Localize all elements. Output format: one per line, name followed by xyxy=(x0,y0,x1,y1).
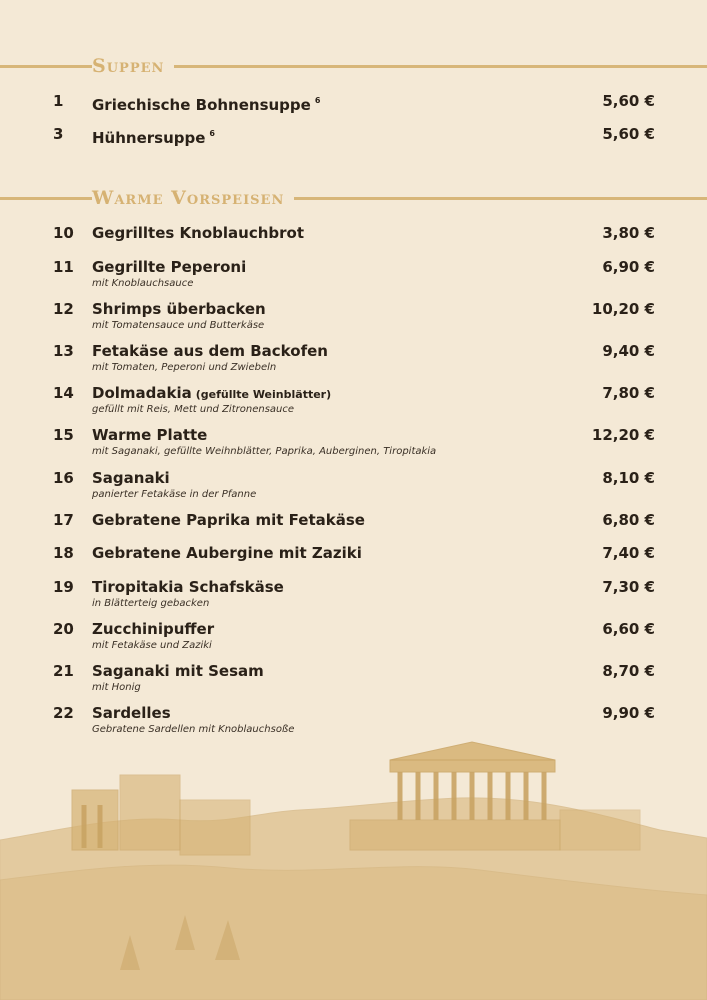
item-name: Gebratene Paprika mit Fetakäse xyxy=(92,511,365,529)
item-description: mit Tomatensauce und Butterkäse xyxy=(92,320,265,331)
item-name: Griechische Bohnensuppe xyxy=(92,96,311,114)
item-number: 18 xyxy=(53,544,74,562)
item-number: 22 xyxy=(53,704,74,722)
item-number: 10 xyxy=(53,224,74,242)
item-name: Saganaki xyxy=(92,469,170,487)
acropolis-illustration xyxy=(0,720,707,1000)
item-price: 8,70 € xyxy=(602,662,655,680)
item-name: Shrimps überbacken xyxy=(92,300,266,318)
item-number: 12 xyxy=(53,300,74,318)
item-number: 16 xyxy=(53,469,74,487)
item-name: Fetakäse aus dem Backofen xyxy=(92,342,328,360)
item-name: Tiropitakia Schafskäse xyxy=(92,578,284,596)
item-name: Zucchinipuffer xyxy=(92,620,215,638)
item-name: Gegrillte Peperoni xyxy=(92,258,247,276)
item-name: Sardelles xyxy=(92,704,171,722)
item-description: gefüllt mit Reis, Mett und Zitronensauce xyxy=(92,404,295,415)
allergen-footnote: 6 xyxy=(209,129,215,138)
item-number: 14 xyxy=(53,384,74,402)
item-price: 9,90 € xyxy=(602,704,655,722)
item-number: 21 xyxy=(53,662,74,680)
item-number: 17 xyxy=(53,511,74,529)
item-description: mit Saganaki, gefüllte Weihnblätter, Paprika, Auberginen, Tiropitakia xyxy=(92,446,437,457)
item-price: 8,10 € xyxy=(602,469,655,487)
item-name-wrap xyxy=(92,91,320,115)
item-description: mit Knoblauchsauce xyxy=(92,278,194,289)
section-header-warme-vorspeisen xyxy=(0,187,707,211)
item-price: 7,80 € xyxy=(602,384,655,402)
item-price: 6,80 € xyxy=(602,511,655,529)
allergen-footnote: 6 xyxy=(314,96,321,105)
section-title: Suppen xyxy=(92,55,174,77)
item-name: Gebratene Aubergine mit Zaziki xyxy=(92,544,362,562)
section-title: Warme Vorspeisen xyxy=(92,187,294,209)
item-price: 6,90 € xyxy=(602,258,655,276)
item-price: 7,40 € xyxy=(602,544,655,562)
item-number: 3 xyxy=(53,125,64,143)
item-description: Gebratene Sardellen mit Knoblauchsoße xyxy=(92,724,295,735)
item-description: mit Fetakäse und Zaziki xyxy=(92,640,212,651)
item-description: in Blätterteig gebacken xyxy=(92,598,210,609)
item-note: (gefüllte Weinblätter) xyxy=(195,388,332,401)
section-header-suppen xyxy=(0,55,707,79)
item-name: Hühnersuppe xyxy=(92,129,206,147)
item-price: 5,60 € xyxy=(602,125,655,143)
item-description: panierter Fetakäse in der Pfanne xyxy=(92,489,257,500)
item-description: mit Honig xyxy=(92,682,141,693)
item-name-wrap xyxy=(92,124,215,148)
item-name-wrap xyxy=(92,383,331,405)
item-number: 19 xyxy=(53,578,74,596)
item-number: 13 xyxy=(53,342,74,360)
item-price: 10,20 € xyxy=(591,300,655,318)
item-name: Warme Platte xyxy=(92,426,208,444)
item-number: 15 xyxy=(53,426,74,444)
item-price: 9,40 € xyxy=(602,342,655,360)
item-price: 5,60 € xyxy=(602,92,655,110)
item-name: Saganaki mit Sesam xyxy=(92,662,264,680)
item-number: 11 xyxy=(53,258,74,276)
item-name: Gegrilltes Knoblauchbrot xyxy=(92,224,305,242)
item-price: 3,80 € xyxy=(602,224,655,242)
item-price: 7,30 € xyxy=(602,578,655,596)
item-number: 1 xyxy=(53,92,64,110)
item-name: Dolmadakia xyxy=(92,384,192,402)
item-number: 20 xyxy=(53,620,74,638)
item-price: 6,60 € xyxy=(602,620,655,638)
item-description: mit Tomaten, Peperoni und Zwiebeln xyxy=(92,362,277,373)
item-price: 12,20 € xyxy=(591,426,655,444)
